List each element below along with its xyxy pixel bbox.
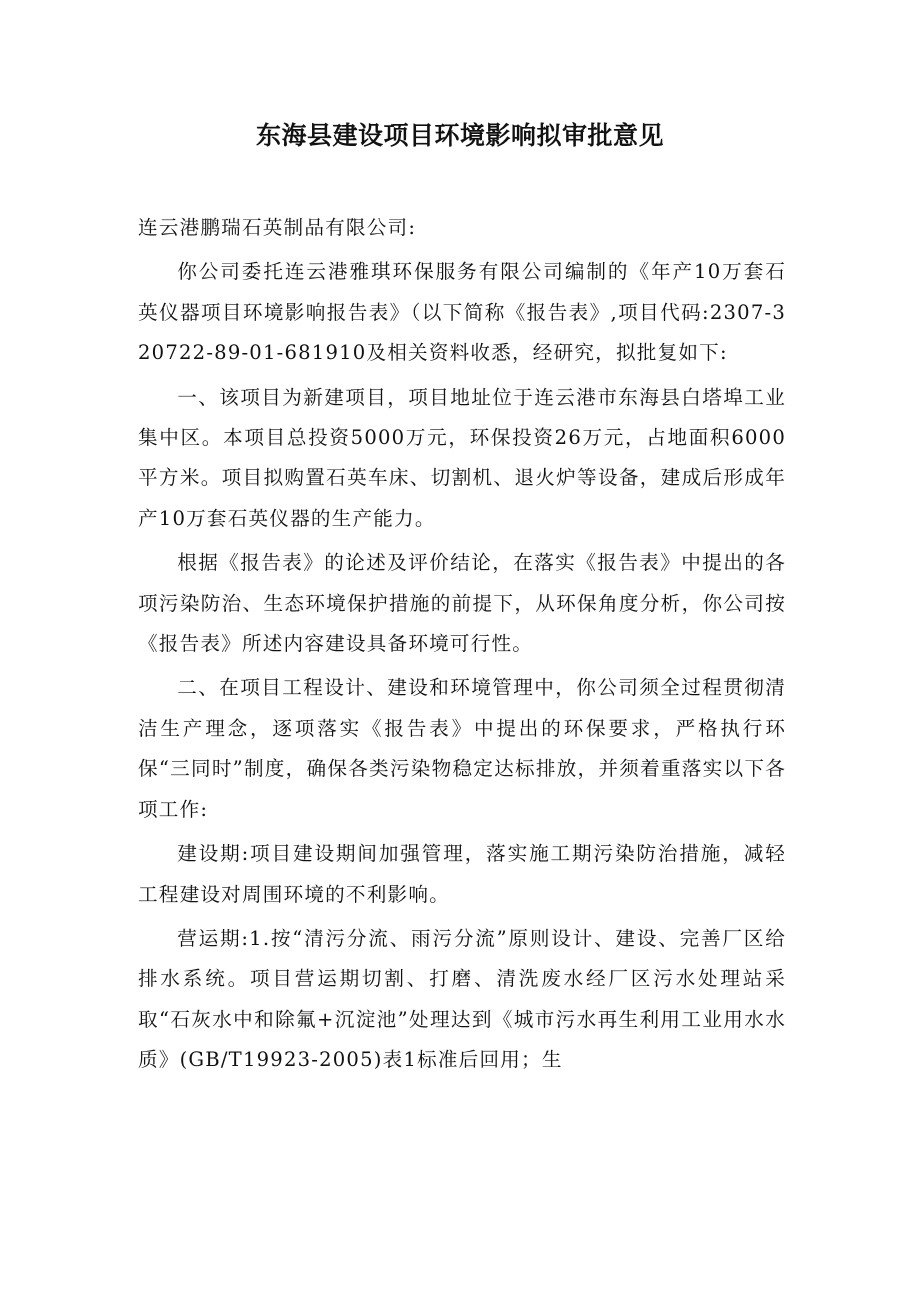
paragraph-section-1: 一、该项目为新建项目，项目地址位于连云港市东海县白塔埠工业集中区。本项目总投资5000万元，环保投资26万元，占地面积6000平方米。项目拟购置石英车床、切割机、退火炉等设备，建成后形成年产10万套石英仪器的生产能力。 xyxy=(138,385,786,530)
document-title: 东海县建设项目环境影响拟审批意见 xyxy=(255,121,664,150)
document-body xyxy=(138,208,786,1085)
addressee: 连云港鹏瑞石英制品有限公司: xyxy=(138,216,417,239)
paragraph-section-2: 二、在项目工程设计、建设和环境管理中，你公司须全过程贯彻清洁生产理念，逐项落实《报告表》中提出的环保要求，严格执行环保“三同时”制度，确保各类污染物稳定达标排放，并须着重落实以下各项工作: xyxy=(138,676,786,821)
paragraph-intro: 你公司委托连云港雅琪环保服务有限公司编制的《年产10万套石英仪器项目环境影响报告表》（以下简称《报告表》,项目代码:2307-320722-89-01-681910及相关资料收悉，经研究，拟批复如下: xyxy=(138,260,786,365)
paragraph-construction-period: 建设期:项目建设期间加强管理，落实施工期污染防治措施，减轻工程建设对周围环境的不利影响。 xyxy=(138,842,786,906)
paragraph-operation-period: 营运期:1.按“清污分流、雨污分流”原则设计、建设、完善厂区给排水系统。项目营运期切割、打磨、清洗废水经厂区污水处理站采取“石灰水中和除氟+沉淀池”处理达到《城市污水再生利用工业用水水质》(GB/T19923-2005)表1标准后回用；生 xyxy=(138,926,786,1072)
paragraph-conclusion: 根据《报告表》的论述及评价结论，在落实《报告表》中提出的各项污染防治、生态环境保护措施的前提下，从环保角度分析，你公司按《报告表》所述内容建设具备环境可行性。 xyxy=(138,551,786,656)
